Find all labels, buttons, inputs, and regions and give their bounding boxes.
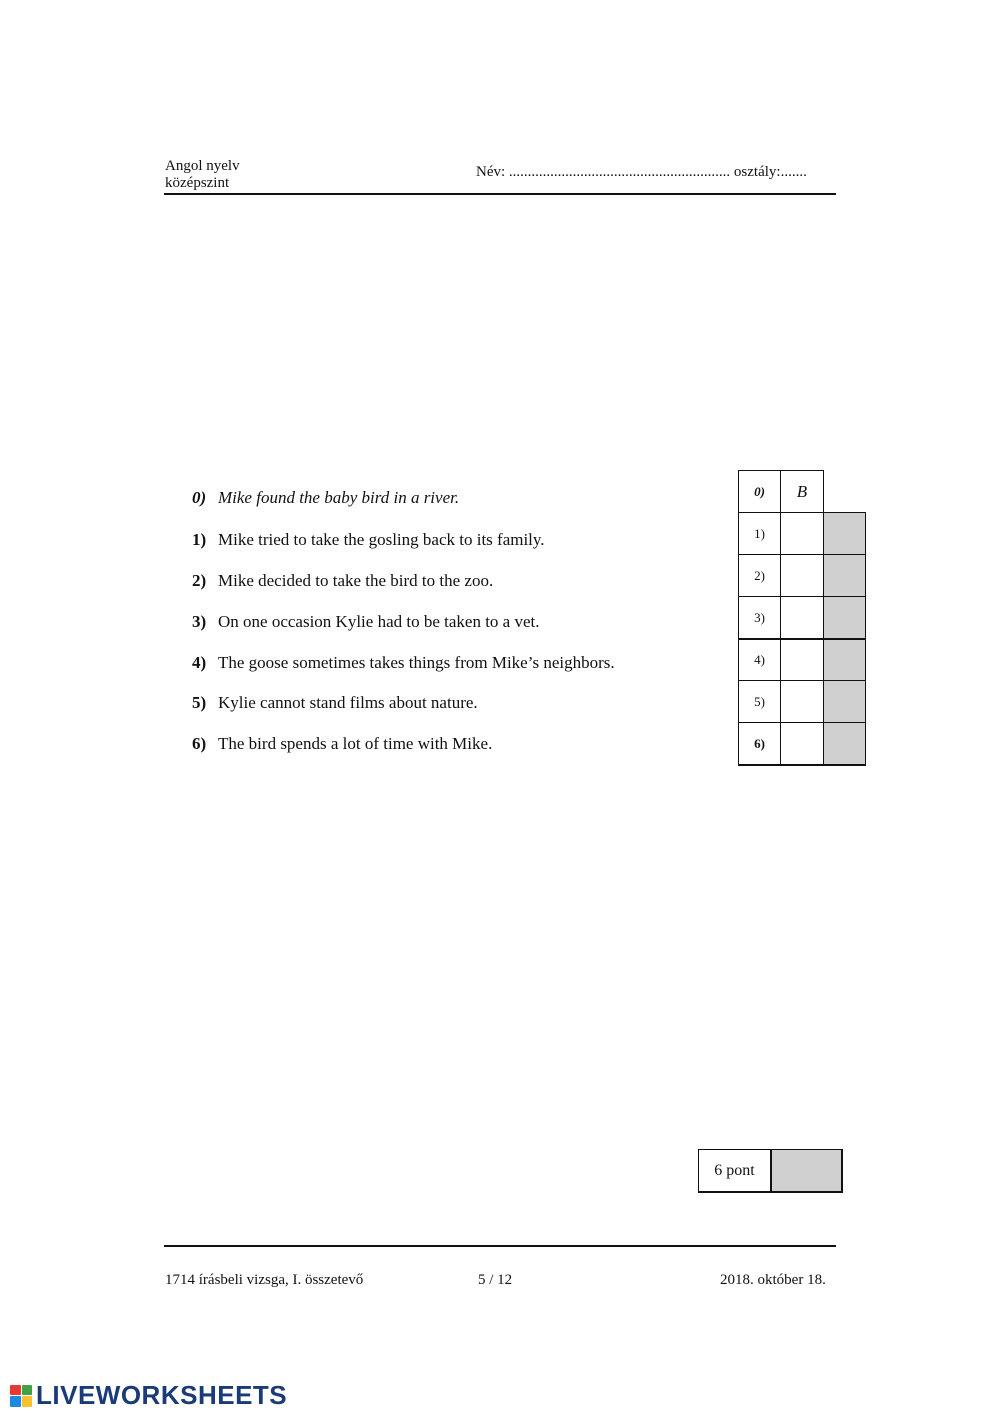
level-label: középszint xyxy=(165,175,230,191)
answer-input-3[interactable] xyxy=(780,596,824,639)
statement-item xyxy=(192,530,545,550)
answer-input-2[interactable] xyxy=(780,554,824,597)
grid-row-label: 4) xyxy=(738,638,781,681)
grid-row-label: 1) xyxy=(738,512,781,555)
liveworksheets-icon xyxy=(10,1385,32,1407)
footer-divider xyxy=(164,1245,836,1247)
statement-number: 1) xyxy=(192,530,207,549)
answer-input-6[interactable] xyxy=(780,722,824,766)
score-cell-3 xyxy=(823,596,866,639)
statement-number: 4) xyxy=(192,653,207,672)
logo-square-3 xyxy=(22,1396,33,1407)
header-subject-block xyxy=(165,158,240,192)
score-cell-6 xyxy=(823,722,866,766)
logo-square-0 xyxy=(10,1385,21,1396)
grid-row-label: 6) xyxy=(738,722,781,766)
answer-input-5[interactable] xyxy=(780,680,824,723)
score-cell-5 xyxy=(823,680,866,723)
statement-number: 0) xyxy=(192,488,207,507)
score-label: 6 pont xyxy=(698,1149,772,1193)
logo-square-1 xyxy=(22,1385,33,1396)
grid-row-label: 3) xyxy=(738,596,781,639)
liveworksheets-logo xyxy=(10,1380,287,1411)
answer-input-4[interactable] xyxy=(780,638,824,681)
statement-text: The bird spends a lot of time with Mike. xyxy=(218,734,493,753)
statement-text: Mike tried to take the gosling back to its family. xyxy=(218,530,545,549)
score-cell-1 xyxy=(823,512,866,555)
statement-text: Kylie cannot stand films about nature. xyxy=(218,693,478,712)
statement-example xyxy=(192,488,459,508)
total-score-box xyxy=(698,1149,843,1193)
footer-page-number: 5 / 12 xyxy=(478,1272,513,1288)
logo-square-2 xyxy=(10,1396,21,1407)
grid-row-label: 0) xyxy=(738,470,781,513)
statement-number: 5) xyxy=(192,693,207,712)
subject-label: Angol nyelv xyxy=(165,158,240,174)
answer-grid xyxy=(738,470,866,766)
grid-row-label: 2) xyxy=(738,554,781,597)
statement-item xyxy=(192,693,478,713)
statement-item xyxy=(192,653,615,673)
brand-name: LIVEWORKSHEETS xyxy=(36,1380,288,1410)
answer-example-cell: B xyxy=(780,470,824,513)
score-field xyxy=(772,1149,843,1193)
header-divider xyxy=(164,193,836,195)
footer-date: 2018. október 18. xyxy=(720,1272,826,1288)
answer-input-1[interactable] xyxy=(780,512,824,555)
statement-number: 6) xyxy=(192,734,207,753)
statement-item xyxy=(192,571,493,591)
grid-row-label: 5) xyxy=(738,680,781,723)
statement-text: Mike decided to take the bird to the zoo. xyxy=(218,571,494,590)
statement-text: The goose sometimes takes things from Mike’s neighbors. xyxy=(218,653,615,672)
score-cell-2 xyxy=(823,554,866,597)
footer-exam: 1714 írásbeli vizsga, I. összetevő xyxy=(165,1272,364,1288)
statement-item xyxy=(192,734,492,754)
statement-number: 3) xyxy=(192,612,207,631)
statement-item xyxy=(192,612,539,632)
name-class-field: Név: ........................................................... osztály:....... xyxy=(476,164,807,180)
statement-text: Mike found the baby bird in a river. xyxy=(218,488,460,507)
score-cell-4 xyxy=(823,638,866,681)
statement-number: 2) xyxy=(192,571,207,590)
statement-text: On one occasion Kylie had to be taken to a vet. xyxy=(218,612,540,631)
